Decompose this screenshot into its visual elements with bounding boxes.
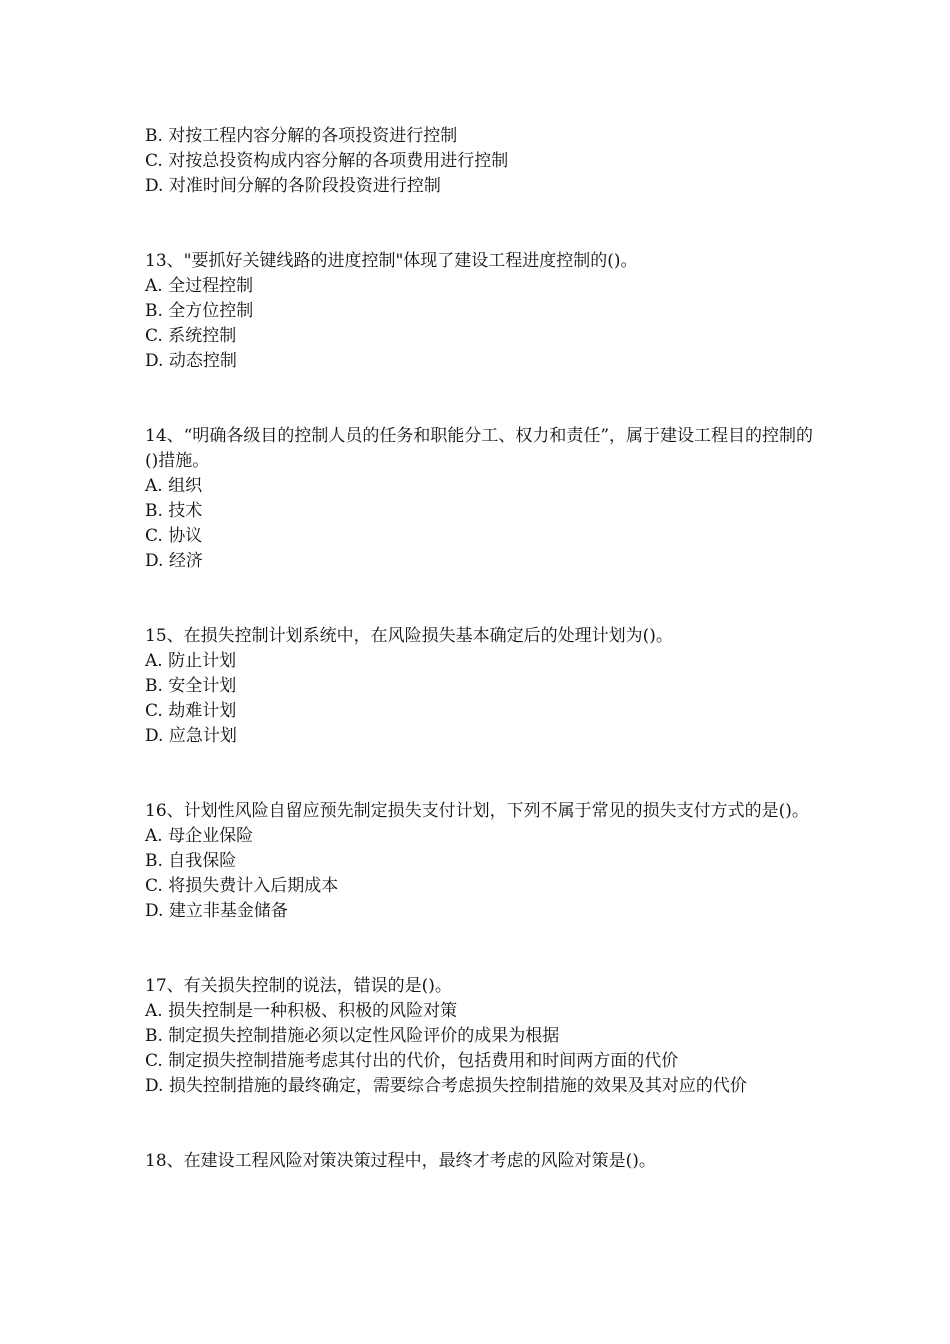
option-line: C. 制定损失控制措施考虑其付出的代价，包括费用和时间两方面的代价: [145, 1051, 679, 1071]
option-line: C. 劫难计划: [145, 701, 237, 721]
option-line: A. 防止计划: [145, 651, 237, 671]
option-line: C. 协议: [145, 526, 203, 546]
option-line: B. 对按工程内容分解的各项投资进行控制: [145, 126, 458, 146]
option-line: B. 自我保险: [145, 851, 237, 871]
question-18: [145, 1149, 813, 1174]
option-line: A. 母企业保险: [145, 826, 254, 846]
spacer: [145, 574, 813, 624]
question-stem: 16、计划性风险自留应预先制定损失支付计划，下列不属于常见的损失支付方式的是()。: [145, 801, 809, 821]
question-stem: 13、"要抓好关键线路的进度控制"体现了建设工程进度控制的()。: [145, 251, 638, 271]
option-line: C. 系统控制: [145, 326, 237, 346]
question-stem: 14、“明确各级目的控制人员的任务和职能分工、权力和责任”，属于建设工程目的控制的()措施。: [145, 426, 814, 471]
spacer: [145, 199, 813, 249]
option-line: B. 制定损失控制措施必须以定性风险评价的成果为根据: [145, 1026, 560, 1046]
option-line: C. 将损失费计入后期成本: [145, 876, 339, 896]
question-stem: 17、有关损失控制的说法，错误的是()。: [145, 976, 452, 996]
spacer: [145, 924, 813, 974]
option-line: B. 全方位控制: [145, 301, 254, 321]
option-line: D. 经济: [145, 551, 203, 571]
option-line: B. 安全计划: [145, 676, 237, 696]
carryover-options: [145, 124, 813, 199]
option-line: A. 组织: [145, 476, 203, 496]
option-line: D. 建立非基金储备: [145, 901, 288, 921]
spacer: [145, 1099, 813, 1149]
spacer: [145, 749, 813, 799]
question-stem: 15、在损失控制计划系统中，在风险损失基本确定后的处理计划为()。: [145, 626, 673, 646]
option-line: A. 全过程控制: [145, 276, 254, 296]
option-line: D. 应急计划: [145, 726, 237, 746]
option-line: D. 损失控制措施的最终确定，需要综合考虑损失控制措施的效果及其对应的代价: [145, 1076, 747, 1096]
question-stem: 18、在建设工程风险对策决策过程中，最终才考虑的风险对策是()。: [145, 1151, 656, 1171]
question-15: [145, 624, 813, 749]
option-line: D. 动态控制: [145, 351, 237, 371]
document-body: [145, 124, 813, 1174]
option-line: A. 损失控制是一种积极、积极的风险对策: [145, 1001, 458, 1021]
question-13: [145, 249, 813, 374]
option-line: C. 对按总投资构成内容分解的各项费用进行控制: [145, 151, 509, 171]
option-line: B. 技术: [145, 501, 203, 521]
question-16: [145, 799, 813, 924]
question-17: [145, 974, 813, 1099]
spacer: [145, 374, 813, 424]
option-line: D. 对准时间分解的各阶段投资进行控制: [145, 176, 441, 196]
question-14: [145, 424, 813, 574]
